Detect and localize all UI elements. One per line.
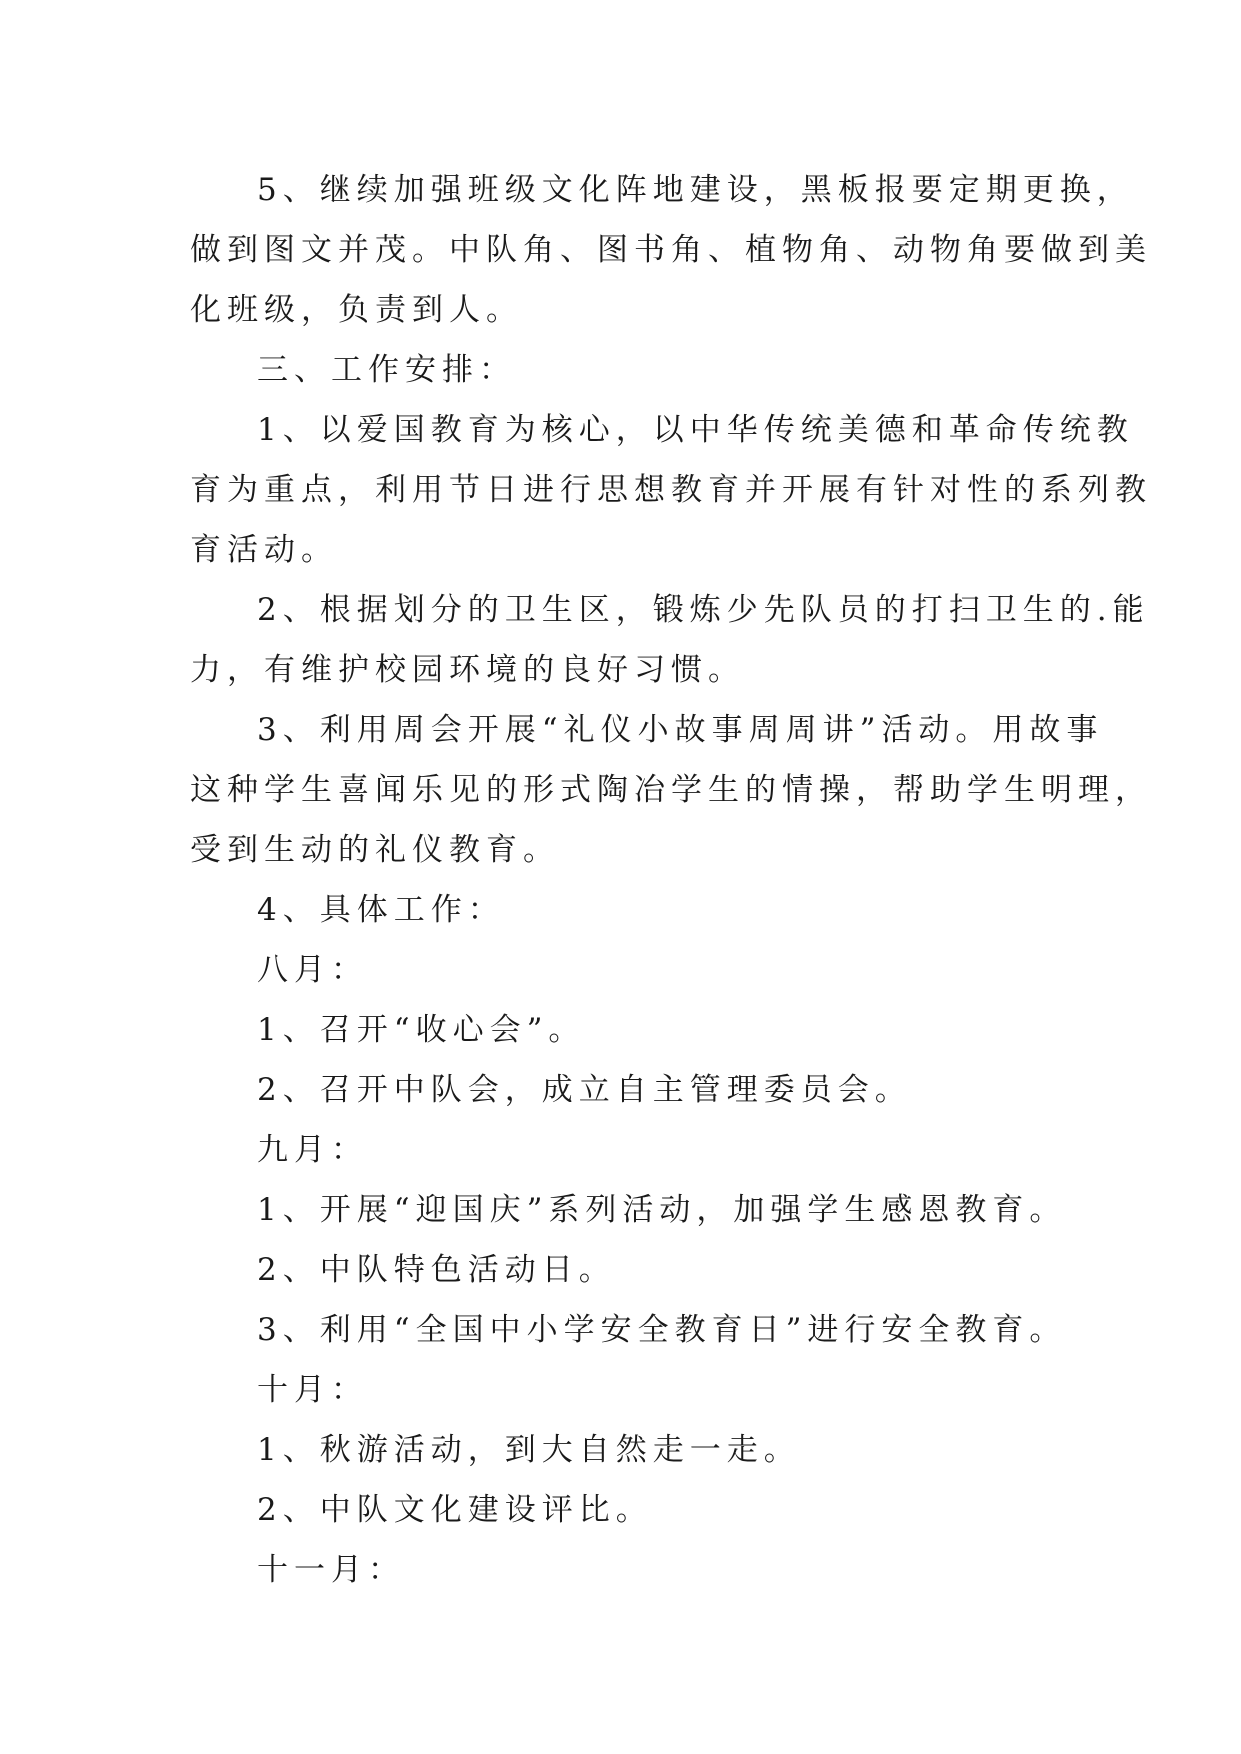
list-item: 2、中队特色活动日。 <box>257 1252 616 1288</box>
list-item: 1、召开“收心会”。 <box>257 1012 586 1048</box>
text-line: 育活动。 <box>190 532 338 568</box>
month-september <box>190 1120 1070 1360</box>
text-line: 做到图文并茂。中队角、图书角、植物角、动物角要做到美 <box>190 232 1152 268</box>
text-line: 力，有维护校园环境的良好习惯。 <box>190 652 745 688</box>
text-line: 4、具体工作： <box>257 892 505 928</box>
text-line: 2、根据划分的卫生区，锻炼少先队员的打扫卫生的.能 <box>257 592 1150 628</box>
paragraph-specific-work <box>190 880 1070 940</box>
list-item: 3、利用“全国中小学安全教育日”进行安全教育。 <box>257 1312 1067 1348</box>
text-line: 育为重点，利用节日进行思想教育并开展有针对性的系列教 <box>190 472 1152 508</box>
list-item: 2、召开中队会，成立自主管理委员会。 <box>257 1072 912 1108</box>
text-line: 化班级，负责到人。 <box>190 292 523 328</box>
text-line: 受到生动的礼仪教育。 <box>190 832 560 868</box>
text-line: 3、利用周会开展“礼仪小故事周周讲”活动。用故事 <box>257 712 1104 748</box>
month-august <box>190 940 1070 1120</box>
month-november <box>190 1540 1070 1600</box>
month-heading: 十一月： <box>257 1552 405 1588</box>
list-item: 1、秋游活动，到大自然走一走。 <box>257 1432 801 1468</box>
paragraph-class-culture <box>190 160 1152 340</box>
paragraph-etiquette-stories <box>190 700 1152 880</box>
paragraph-hygiene-area <box>190 580 1150 700</box>
text-line: 5、继续加强班级文化阵地建设，黑板报要定期更换， <box>257 172 1134 208</box>
section-heading-work-arrangement <box>190 340 1070 400</box>
text-line: 这种学生喜闻乐见的形式陶冶学生的情操，帮助学生明理， <box>190 772 1152 808</box>
month-heading: 九月： <box>257 1132 368 1168</box>
month-heading: 十月： <box>257 1372 368 1408</box>
text-line: 1、以爱国教育为核心，以中华传统美德和革命传统教 <box>257 412 1134 448</box>
list-item: 1、开展“迎国庆”系列活动，加强学生感恩教育。 <box>257 1192 1067 1228</box>
document-page <box>190 160 1152 1600</box>
list-item: 2、中队文化建设评比。 <box>257 1492 653 1528</box>
month-heading: 八月： <box>257 952 368 988</box>
section-heading: 三、工作安排： <box>257 352 516 388</box>
month-october <box>190 1360 1070 1540</box>
paragraph-patriotic-education <box>190 400 1152 580</box>
